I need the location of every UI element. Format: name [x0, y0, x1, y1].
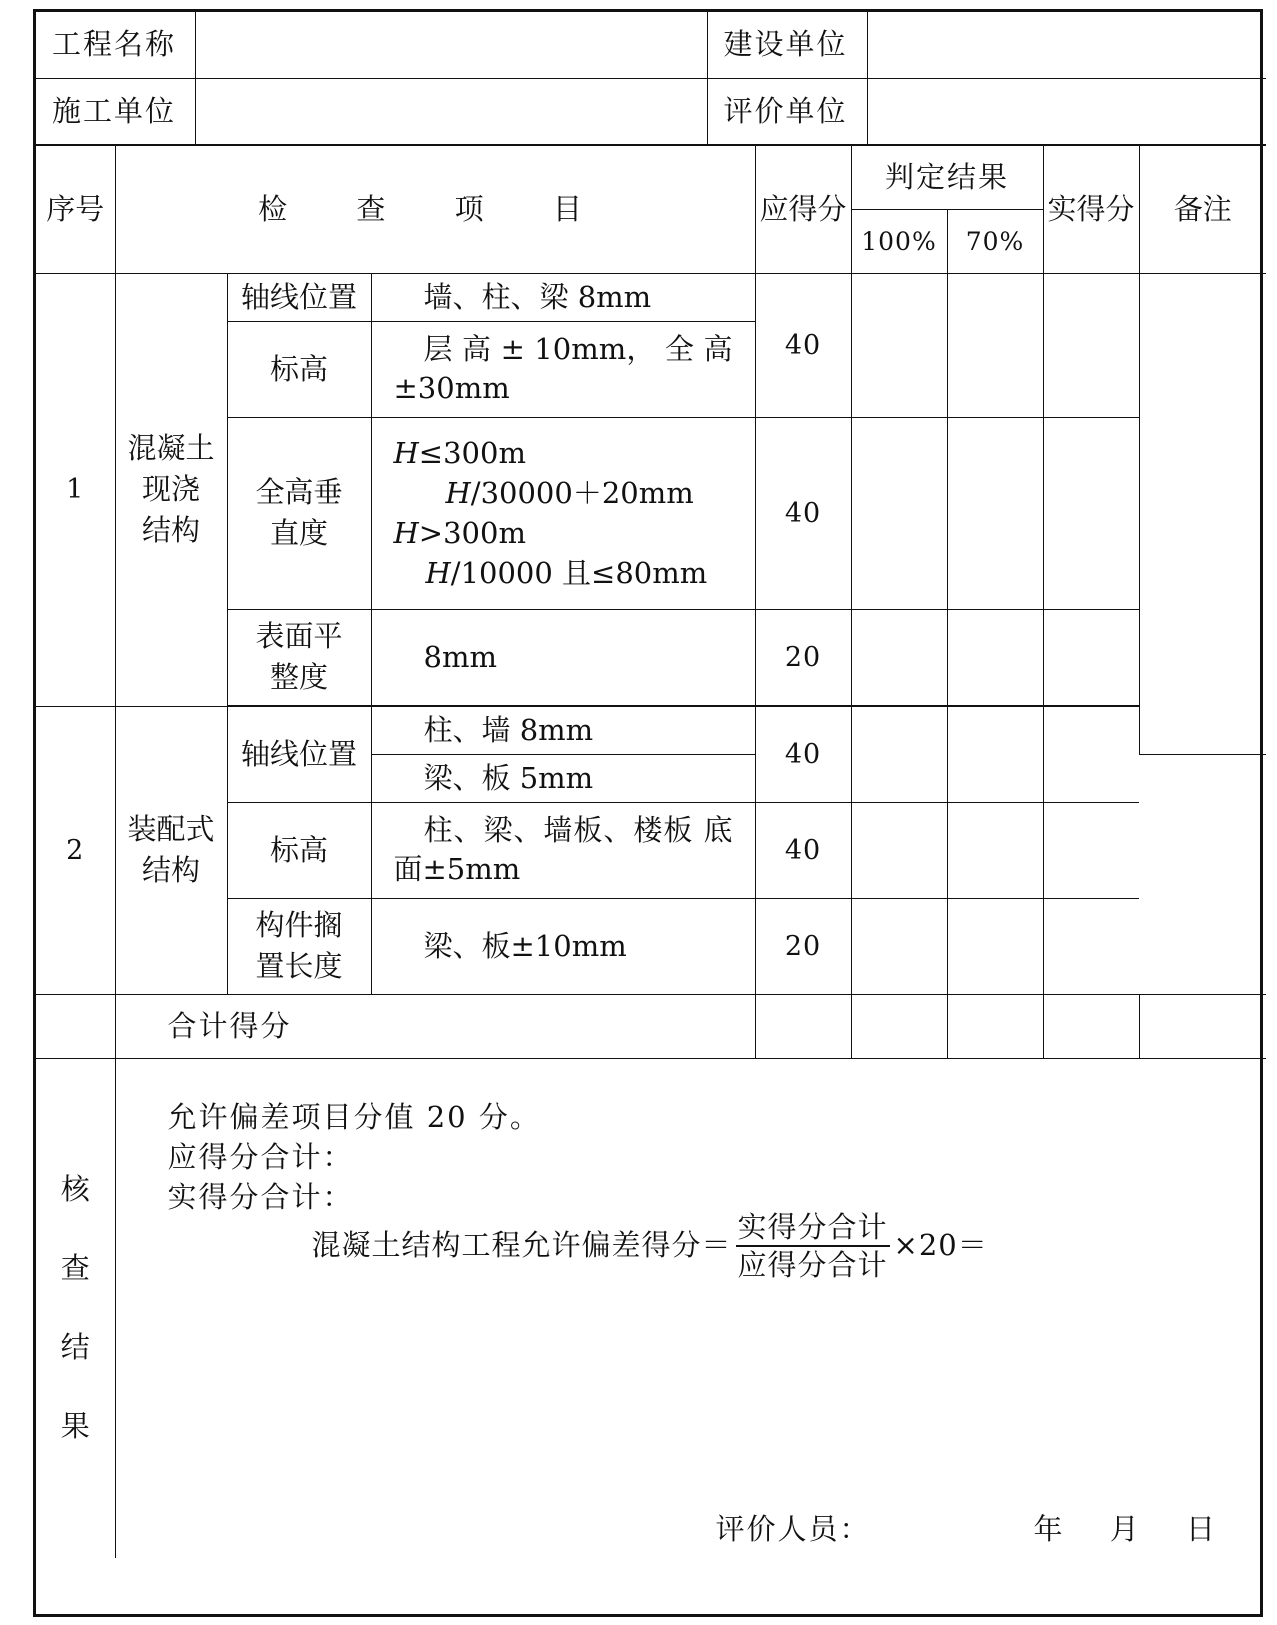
- score-formula: [312, 1209, 988, 1283]
- item-requirement: 梁、板±10mm: [371, 898, 755, 994]
- result-actual-total-line: 实得分合计：: [167, 1179, 354, 1214]
- result-label-char: 查: [60, 1251, 90, 1286]
- result-content-cell: [115, 1058, 1266, 1558]
- actual-score-cell[interactable]: [1043, 273, 1139, 417]
- item-requirement: 柱、墙 8mm: [371, 706, 755, 754]
- actual-score-cell[interactable]: [1043, 898, 1139, 994]
- item-name: 标高: [227, 321, 371, 417]
- item-name-line: 表面平: [255, 619, 343, 653]
- col-remarks-header: 备注: [1139, 145, 1266, 273]
- item-due-score: 40: [755, 417, 851, 609]
- group-seq: 2: [36, 706, 115, 994]
- pct-70-cell[interactable]: [947, 802, 1043, 898]
- col-item-header: 检 查 项 目: [115, 145, 755, 273]
- total-pct-70-cell[interactable]: [947, 994, 1043, 1058]
- col-actual-score-header: 实得分: [1043, 145, 1139, 273]
- group-seq: 1: [36, 273, 115, 706]
- total-remarks-cell[interactable]: [1139, 994, 1266, 1058]
- pct-100-cell[interactable]: [851, 609, 947, 705]
- signer-label: 评价人员：: [715, 1511, 871, 1546]
- total-actual-score-cell[interactable]: [1043, 994, 1139, 1058]
- result-due-total-line: 应得分合计：: [167, 1139, 354, 1174]
- item-name: 轴线位置: [227, 706, 371, 802]
- date-month: 月: [1109, 1511, 1139, 1546]
- pct-100-cell[interactable]: [851, 898, 947, 994]
- col-seq-header: 序号: [36, 145, 115, 273]
- builder-label: 建设单位: [707, 12, 867, 78]
- formula-suffix: ×20＝: [893, 1228, 988, 1262]
- actual-score-cell[interactable]: [1043, 802, 1139, 898]
- result-allowance-line: 允许偏差项目分值 20 分。: [167, 1099, 541, 1134]
- total-label: 合计得分: [115, 994, 755, 1058]
- group-name: [115, 706, 227, 994]
- evaluation-form: [33, 9, 1263, 1617]
- req-line: H/30000＋20mm: [445, 476, 694, 510]
- formula-fraction: [736, 1209, 890, 1283]
- item-name: [227, 609, 371, 705]
- req-line: H/10000 且≤80mm: [425, 556, 708, 590]
- contractor-field[interactable]: [195, 78, 707, 144]
- total-due-score-cell[interactable]: [755, 994, 851, 1058]
- group-name-line: 装配式: [127, 812, 215, 846]
- group-name-line: 现浇: [141, 472, 200, 506]
- builder-field[interactable]: [867, 12, 1266, 78]
- result-label: [36, 1169, 115, 1447]
- item-name: 轴线位置: [227, 273, 371, 321]
- item-name: 标高: [227, 802, 371, 898]
- result-label-char: 结: [60, 1330, 90, 1365]
- formula-denominator: 应得分合计: [737, 1247, 888, 1282]
- col-pct-100-header: 100%: [851, 209, 947, 273]
- item-name: [227, 898, 371, 994]
- item-due-score: 20: [755, 898, 851, 994]
- item-due-score: 40: [755, 273, 851, 417]
- col-due-score-header: 应得分: [755, 145, 851, 273]
- req-line: H>300m: [393, 516, 526, 550]
- project-name-label: 工程名称: [36, 12, 195, 78]
- date-day: 日: [1185, 1511, 1215, 1546]
- pct-100-cell[interactable]: [851, 802, 947, 898]
- item-name-line: 置长度: [255, 949, 343, 983]
- pct-70-cell[interactable]: [947, 609, 1043, 705]
- evaluator-label: 评价单位: [707, 78, 867, 144]
- item-due-score: 20: [755, 609, 851, 705]
- col-judgement-header: 判定结果: [851, 145, 1043, 209]
- pct-100-cell[interactable]: [851, 706, 947, 802]
- item-due-score: 40: [755, 706, 851, 802]
- contractor-label: 施工单位: [36, 78, 195, 144]
- item-name-line: 整度: [269, 660, 328, 694]
- pct-70-cell[interactable]: [947, 706, 1043, 802]
- item-name-line: 直度: [269, 516, 328, 550]
- item-requirement: 墙、柱、梁 8mm: [371, 273, 755, 321]
- pct-70-cell[interactable]: [947, 417, 1043, 609]
- pct-70-cell[interactable]: [947, 898, 1043, 994]
- formula-numerator: 实得分合计: [736, 1209, 890, 1247]
- evaluator-field[interactable]: [867, 78, 1266, 144]
- item-due-score: 40: [755, 802, 851, 898]
- item-requirement: [371, 417, 755, 609]
- total-pct-100-cell[interactable]: [851, 994, 947, 1058]
- result-label-char: 果: [60, 1409, 90, 1444]
- total-seq-cell: [36, 994, 115, 1058]
- actual-score-cell[interactable]: [1043, 609, 1139, 705]
- group-name-line: 结构: [141, 853, 200, 887]
- item-requirement: 梁、板 5mm: [371, 754, 755, 802]
- result-label-cell: [36, 1058, 115, 1558]
- date-year: 年: [1033, 1511, 1063, 1546]
- inspection-table: [36, 145, 1266, 1559]
- group-name-line: 混凝土: [127, 431, 215, 465]
- group-name: [115, 273, 227, 706]
- pct-100-cell[interactable]: [851, 273, 947, 417]
- pct-100-cell[interactable]: [851, 417, 947, 609]
- pct-70-cell[interactable]: [947, 273, 1043, 417]
- item-name: [227, 417, 371, 609]
- project-name-field[interactable]: [195, 12, 707, 78]
- item-name-line: 全高垂: [255, 475, 343, 509]
- item-requirement: 柱、梁、墙板、楼板 底面±5mm: [371, 802, 755, 898]
- actual-score-cell[interactable]: [1043, 706, 1139, 802]
- sign-date: [1034, 1509, 1253, 1550]
- formula-prefix: 混凝土结构工程允许偏差得分＝: [311, 1228, 732, 1262]
- req-line: H≤300m: [393, 436, 526, 470]
- item-requirement: 层 高 ± 10mm， 全 高 ±30mm: [371, 321, 755, 417]
- remarks-cell[interactable]: [1139, 273, 1266, 754]
- col-pct-70-header: 70%: [947, 209, 1043, 273]
- item-name-line: 构件搁: [255, 908, 343, 942]
- form-header: [36, 12, 1266, 145]
- group-name-line: 结构: [141, 513, 200, 547]
- actual-score-cell[interactable]: [1043, 417, 1139, 609]
- item-requirement: 8mm: [371, 609, 755, 705]
- result-label-char: 核: [60, 1172, 90, 1207]
